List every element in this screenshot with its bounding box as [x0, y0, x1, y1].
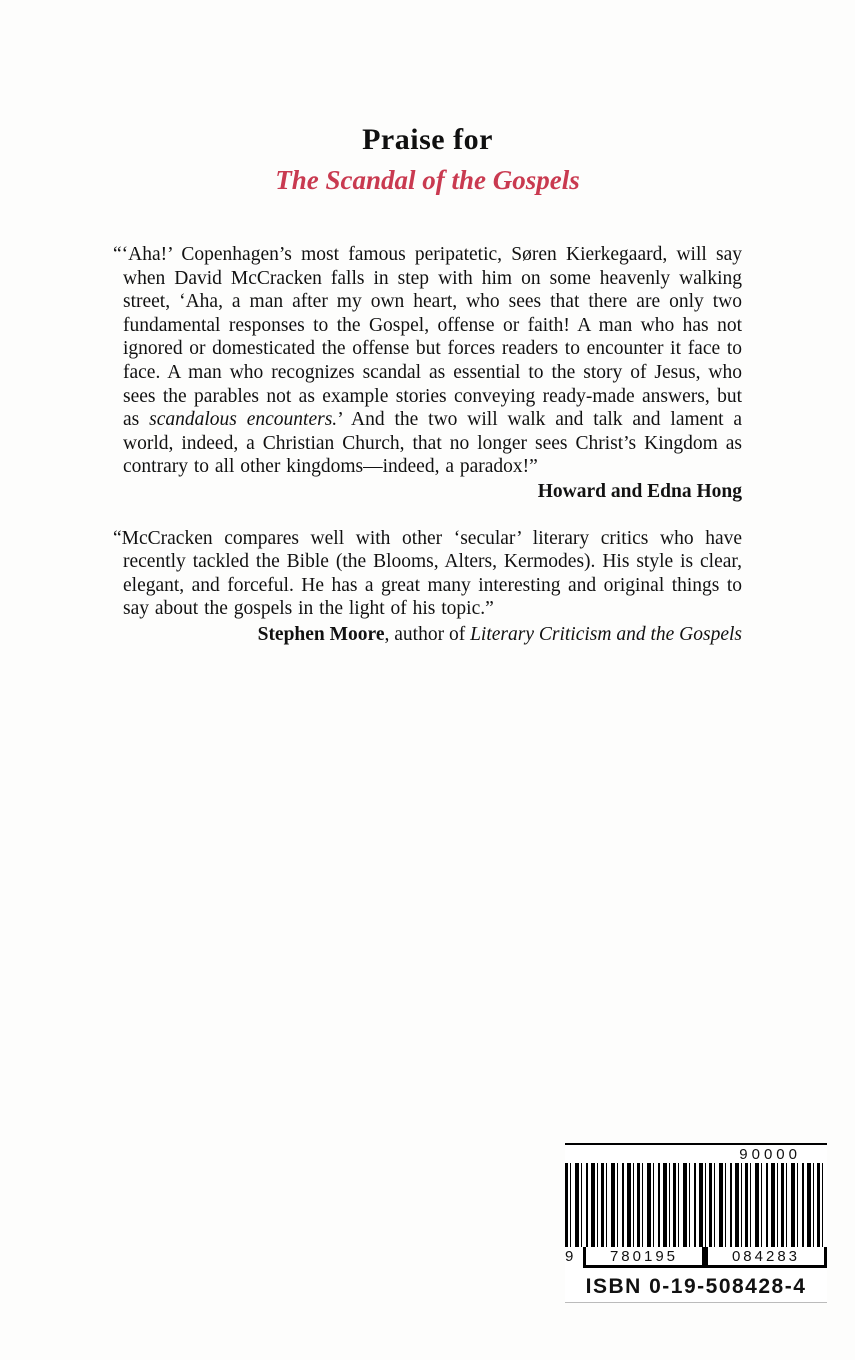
attribution-moore-name: Stephen Moore [257, 623, 385, 645]
book-title: The Scandal of the Gospels [275, 165, 580, 195]
barcode-bars [565, 1163, 827, 1247]
barcode-digits [565, 1247, 827, 1268]
quote-hong-italic-phrase: scandalous encounters. [149, 409, 338, 431]
quote-hong-text-end: ’ And the two will walk and talk and lament a world, indeed, a Christian Church, that no longer sees Christ’s Kingdom as contrary to all other kingdoms—indeed, a paradox!” [123, 409, 743, 478]
isbn-barcode [565, 1143, 827, 1303]
quote-moore: “McCracken compares well with other ‘secular’ literary critics who have recently tackled the Bible (the Blooms, Alters, Kermodes). His style is clear, elegant, and forceful. He has a great many interesting and original things to say about the gospels in the light of his topic.” [113, 527, 742, 620]
attribution-moore [113, 623, 742, 647]
quote-hong [113, 243, 742, 479]
barcode-digit-group-2: 084283 [705, 1247, 827, 1268]
attribution-hong: Howard and Edna Hong [537, 480, 742, 502]
barcode-digit-group-1: 780195 [583, 1247, 705, 1268]
isbn-label: ISBN 0-19-508428-4 [565, 1275, 827, 1303]
barcode-digit-lead: 9 [565, 1247, 583, 1268]
praise-heading: Praise for [362, 123, 493, 156]
barcode-price-code: 90000 [565, 1143, 827, 1163]
praise-section [113, 0, 742, 647]
attribution-moore-work-title: Literary Criticism and the Gospels [470, 623, 742, 645]
quote-hong-text-start: “‘Aha!’ Copenhagen’s most famous peripatetic, Søren Kierkegaard, will say when David McCracken falls in step with him on some heavenly walking street, ‘Aha, a man after my own heart, who sees that there are only two fundamental responses to the Gospel, offense or faith! A man who has not ignored or domesticated the offense but forces readers to encounter it face to face. A man who recognizes scandal as essential to the story of Jesus, who sees the parables not as example stories conveying ready-made answers, but as [113, 244, 742, 431]
attribution-moore-role: , author of [384, 623, 471, 645]
